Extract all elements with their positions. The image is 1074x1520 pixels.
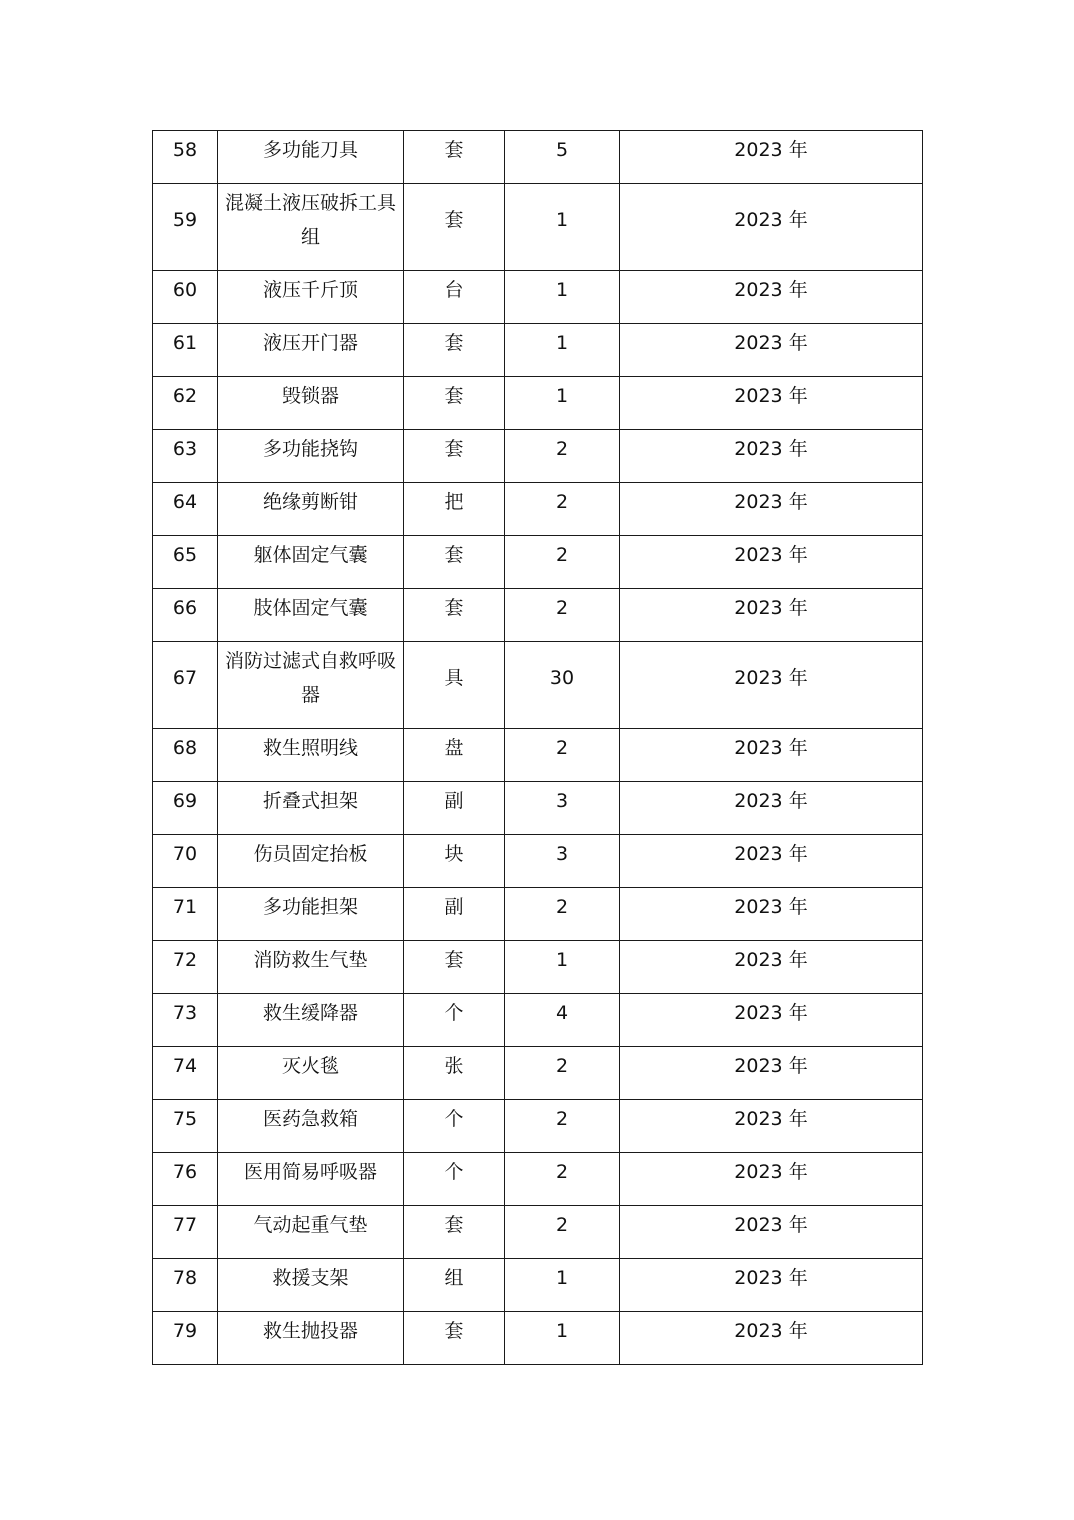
item-unit: 套 <box>404 536 505 589</box>
item-year: 2023 年 <box>620 377 923 430</box>
item-number: 61 <box>153 324 218 377</box>
table-row <box>153 1206 923 1259</box>
item-name-text: 救生抛投器 <box>262 1320 358 1342</box>
item-quantity: 1 <box>505 1312 620 1365</box>
item-unit: 块 <box>404 835 505 888</box>
table-row <box>153 782 923 835</box>
item-number: 77 <box>153 1206 218 1259</box>
table-row <box>153 888 923 941</box>
item-name-text: 躯体固定气囊 <box>253 544 368 566</box>
item-name <box>218 835 404 888</box>
item-unit: 套 <box>404 589 505 642</box>
item-number: 78 <box>153 1259 218 1312</box>
item-number: 75 <box>153 1100 218 1153</box>
item-quantity: 2 <box>505 888 620 941</box>
equipment-table <box>152 130 923 1365</box>
item-quantity: 1 <box>505 324 620 377</box>
item-name <box>218 377 404 430</box>
item-name <box>218 1206 404 1259</box>
item-name <box>218 642 404 729</box>
item-name-text: 混凝土液压破拆工具组 <box>224 192 396 248</box>
item-quantity: 1 <box>505 184 620 271</box>
table-row <box>153 483 923 536</box>
item-number: 65 <box>153 536 218 589</box>
table-row <box>153 1047 923 1100</box>
item-year: 2023 年 <box>620 729 923 782</box>
item-name-text: 医用简易呼吸器 <box>243 1161 377 1183</box>
item-number: 67 <box>153 642 218 729</box>
table-row <box>153 642 923 729</box>
table-row <box>153 377 923 430</box>
item-number: 60 <box>153 271 218 324</box>
item-name <box>218 483 404 536</box>
item-name <box>218 782 404 835</box>
item-year: 2023 年 <box>620 483 923 536</box>
item-name <box>218 1259 404 1312</box>
item-name <box>218 271 404 324</box>
item-year: 2023 年 <box>620 271 923 324</box>
item-name-text: 消防过滤式自救呼吸器 <box>224 650 396 706</box>
item-name <box>218 1100 404 1153</box>
item-number: 62 <box>153 377 218 430</box>
item-name-text: 医药急救箱 <box>262 1108 358 1130</box>
item-quantity: 2 <box>505 589 620 642</box>
item-quantity: 2 <box>505 536 620 589</box>
item-year: 2023 年 <box>620 131 923 184</box>
table-row <box>153 184 923 271</box>
item-unit: 台 <box>404 271 505 324</box>
item-quantity: 30 <box>505 642 620 729</box>
item-number: 63 <box>153 430 218 483</box>
table-row <box>153 941 923 994</box>
item-number: 72 <box>153 941 218 994</box>
item-unit: 个 <box>404 994 505 1047</box>
table-row <box>153 324 923 377</box>
item-quantity: 2 <box>505 1206 620 1259</box>
item-year: 2023 年 <box>620 430 923 483</box>
item-year: 2023 年 <box>620 1047 923 1100</box>
item-year: 2023 年 <box>620 1153 923 1206</box>
item-year: 2023 年 <box>620 184 923 271</box>
item-quantity: 3 <box>505 835 620 888</box>
item-unit: 个 <box>404 1153 505 1206</box>
table-row <box>153 1153 923 1206</box>
item-quantity: 1 <box>505 941 620 994</box>
item-unit: 套 <box>404 1206 505 1259</box>
item-name-text: 肢体固定气囊 <box>253 597 368 619</box>
table-row <box>153 1312 923 1365</box>
item-year: 2023 年 <box>620 324 923 377</box>
item-number: 66 <box>153 589 218 642</box>
table-row <box>153 835 923 888</box>
item-quantity: 3 <box>505 782 620 835</box>
item-year: 2023 年 <box>620 941 923 994</box>
item-year: 2023 年 <box>620 888 923 941</box>
item-number: 68 <box>153 729 218 782</box>
item-unit: 套 <box>404 430 505 483</box>
item-number: 74 <box>153 1047 218 1100</box>
item-name-text: 灭火毯 <box>281 1055 339 1077</box>
item-number: 64 <box>153 483 218 536</box>
item-unit: 具 <box>404 642 505 729</box>
table-row <box>153 729 923 782</box>
item-unit: 套 <box>404 941 505 994</box>
item-unit: 套 <box>404 324 505 377</box>
item-name <box>218 994 404 1047</box>
item-name-text: 多功能刀具 <box>262 139 358 161</box>
item-name <box>218 184 404 271</box>
table-row <box>153 536 923 589</box>
item-year: 2023 年 <box>620 1100 923 1153</box>
item-unit: 套 <box>404 184 505 271</box>
item-name <box>218 1312 404 1365</box>
table-row <box>153 430 923 483</box>
item-name-text: 救生缓降器 <box>262 1002 358 1024</box>
item-quantity: 2 <box>505 1153 620 1206</box>
item-year: 2023 年 <box>620 642 923 729</box>
item-unit: 套 <box>404 377 505 430</box>
item-name <box>218 729 404 782</box>
item-number: 58 <box>153 131 218 184</box>
item-year: 2023 年 <box>620 782 923 835</box>
item-year: 2023 年 <box>620 994 923 1047</box>
item-name-text: 折叠式担架 <box>262 790 358 812</box>
item-name-text: 多功能挠钩 <box>262 438 358 460</box>
item-year: 2023 年 <box>620 1312 923 1365</box>
item-unit: 组 <box>404 1259 505 1312</box>
item-name <box>218 536 404 589</box>
item-quantity: 2 <box>505 729 620 782</box>
item-name-text: 救生照明线 <box>262 737 358 759</box>
table-row <box>153 131 923 184</box>
table-row <box>153 271 923 324</box>
item-name <box>218 1153 404 1206</box>
item-name-text: 毁锁器 <box>281 385 339 407</box>
item-number: 70 <box>153 835 218 888</box>
item-name-text: 救援支架 <box>272 1267 349 1289</box>
item-name-text: 绝缘剪断钳 <box>262 491 358 513</box>
item-unit: 套 <box>404 1312 505 1365</box>
item-unit: 把 <box>404 483 505 536</box>
item-year: 2023 年 <box>620 1259 923 1312</box>
item-quantity: 2 <box>505 483 620 536</box>
item-name-text: 液压开门器 <box>262 332 358 354</box>
table-row <box>153 1100 923 1153</box>
item-unit: 副 <box>404 782 505 835</box>
item-unit: 个 <box>404 1100 505 1153</box>
item-number: 71 <box>153 888 218 941</box>
item-year: 2023 年 <box>620 1206 923 1259</box>
item-quantity: 1 <box>505 377 620 430</box>
item-number: 69 <box>153 782 218 835</box>
item-quantity: 2 <box>505 1047 620 1100</box>
item-name <box>218 131 404 184</box>
item-name-text: 多功能担架 <box>262 896 358 918</box>
item-name <box>218 589 404 642</box>
item-name <box>218 324 404 377</box>
item-name-text: 气动起重气垫 <box>253 1214 368 1236</box>
item-name <box>218 1047 404 1100</box>
item-unit: 副 <box>404 888 505 941</box>
item-name <box>218 941 404 994</box>
item-number: 59 <box>153 184 218 271</box>
item-quantity: 2 <box>505 1100 620 1153</box>
item-unit: 盘 <box>404 729 505 782</box>
item-quantity: 2 <box>505 430 620 483</box>
item-quantity: 1 <box>505 1259 620 1312</box>
item-year: 2023 年 <box>620 835 923 888</box>
item-number: 73 <box>153 994 218 1047</box>
table-row <box>153 1259 923 1312</box>
item-name-text: 液压千斤顶 <box>262 279 358 301</box>
item-unit: 套 <box>404 131 505 184</box>
item-unit: 张 <box>404 1047 505 1100</box>
item-quantity: 1 <box>505 271 620 324</box>
item-name-text: 伤员固定抬板 <box>253 843 368 865</box>
item-number: 76 <box>153 1153 218 1206</box>
item-number: 79 <box>153 1312 218 1365</box>
item-name-text: 消防救生气垫 <box>253 949 368 971</box>
item-quantity: 4 <box>505 994 620 1047</box>
table-row <box>153 994 923 1047</box>
item-quantity: 5 <box>505 131 620 184</box>
table-row <box>153 589 923 642</box>
item-name <box>218 430 404 483</box>
item-year: 2023 年 <box>620 536 923 589</box>
item-year: 2023 年 <box>620 589 923 642</box>
item-name <box>218 888 404 941</box>
